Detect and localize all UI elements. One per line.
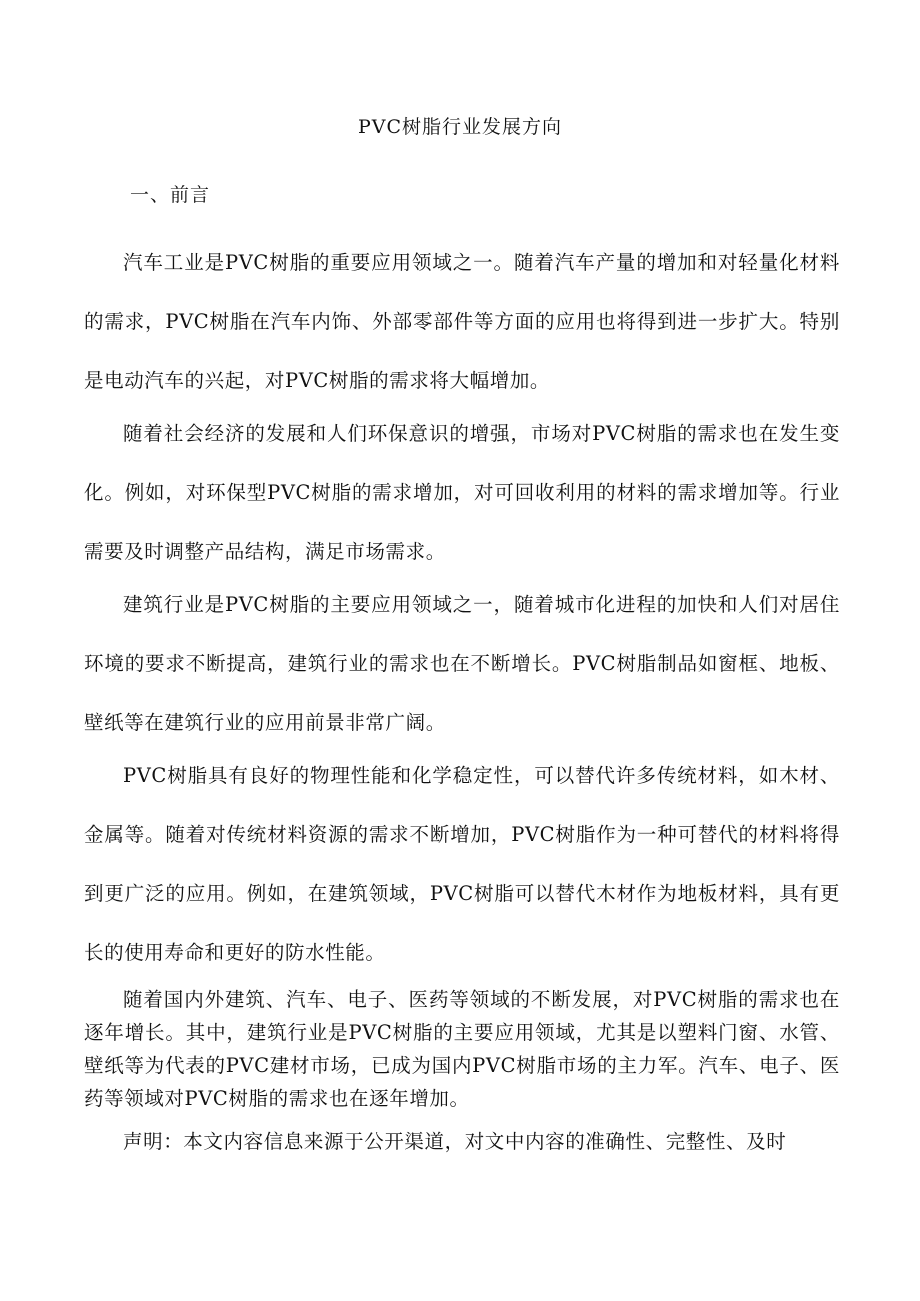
section-heading: 一、前言 [130, 184, 211, 206]
document-title: PVC树脂行业发展方向 [357, 116, 563, 138]
paragraph-automotive: 汽车工业是PVC树脂的重要应用领域之一。随着汽车产量的增加和对轻量化材料的需求，PVC树脂在汽车内饰、外部零部件等方面的应用也将得到进一步扩大。特别是电动汽车的兴起，对PVC树脂的需求将大幅增加。 [84, 251, 840, 392]
paragraph-construction: 建筑行业是PVC树脂的主要应用领域之一，随着城市化进程的加快和人们对居住环境的要求不断提高，建筑行业的需求也在不断增长。PVC树脂制品如窗框、地板、壁纸等在建筑行业的应用前景非常广阔。 [84, 593, 840, 734]
paragraph-market-demand: 随着社会经济的发展和人们环保意识的增强，市场对PVC树脂的需求也在发生变化。例如，对环保型PVC树脂的需求增加，对可回收利用的材料的需求增加等。行业需要及时调整产品结构，满足市场需求。 [84, 422, 840, 563]
paragraph-material-substitution: PVC树脂具有良好的物理性能和化学稳定性，可以替代许多传统材料，如木材、金属等。随着对传统材料资源的需求不断增加，PVC树脂作为一种可替代的材料将得到更广泛的应用。例如，在建筑领域，PVC树脂可以替代木材作为地板材料，具有更长的使用寿命和更好的防水性能。 [84, 764, 840, 964]
paragraph-disclaimer: 声明：本文内容信息来源于公开渠道，对文中内容的准确性、完整性、及时 [123, 1130, 787, 1153]
paragraph-demand-growth: 随着国内外建筑、汽车、电子、医药等领域的不断发展，对PVC树脂的需求也在逐年增长。其中，建筑行业是PVC树脂的主要应用领域，尤其是以塑料门窗、水管、壁纸等为代表的PVC建材市场，已成为国内PVC树脂市场的主力军。汽车、电子、医药等领域对PVC树脂的需求也在逐年增加。 [84, 988, 840, 1110]
